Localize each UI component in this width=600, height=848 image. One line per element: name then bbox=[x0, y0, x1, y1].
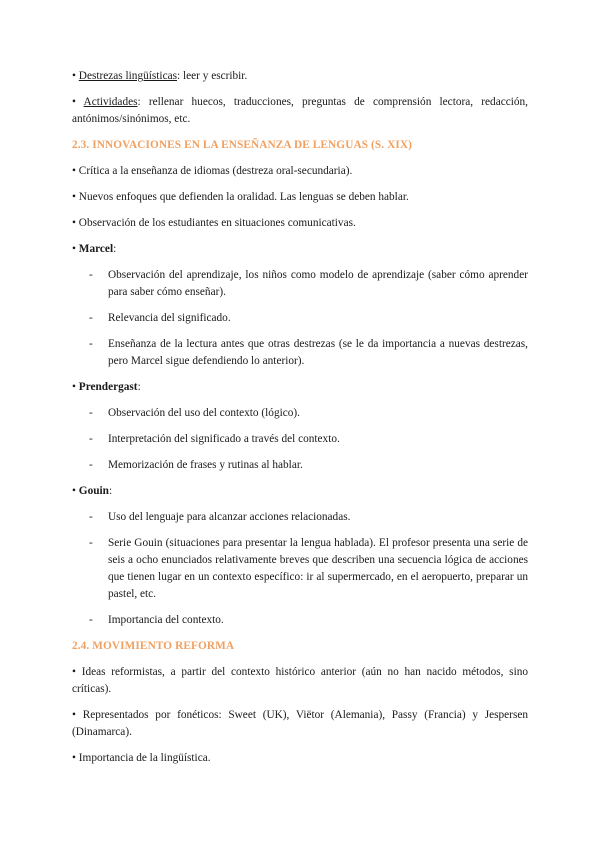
bullet-text: Nuevos enfoques que defienden la oralidad. Las lenguas se deben hablar. bbox=[78, 191, 409, 203]
bullet-observacion bbox=[72, 215, 528, 232]
author-gouin bbox=[72, 483, 528, 500]
colon: : bbox=[137, 381, 141, 393]
list-item: - Importancia del contexto. bbox=[72, 612, 528, 629]
bullet-glyph: • bbox=[72, 485, 76, 497]
bullet-glyph: • bbox=[72, 217, 76, 229]
list-item: - Enseñanza de la lectura antes que otras destrezas (se le da importancia a nuevas destrezas, pero Marcel sigue defendiendo lo anterior). bbox=[72, 336, 528, 370]
document-page bbox=[72, 68, 528, 776]
section-heading-2-3: 2.3. INNOVACIONES EN LA ENSEÑANZA DE LENGUAS (S. XIX) bbox=[72, 139, 412, 151]
destrezas-label: Destrezas lingüísticas bbox=[78, 70, 177, 82]
colon: : bbox=[108, 485, 113, 497]
bullet-glyph: • bbox=[72, 191, 76, 203]
prendergast-list bbox=[72, 405, 528, 474]
bullet-ideas bbox=[72, 664, 528, 698]
bullet-critica bbox=[72, 163, 528, 180]
list-item: - Observación del uso del contexto (lógico). bbox=[72, 405, 528, 422]
list-item: - Memorización de frases y rutinas al hablar. bbox=[72, 457, 528, 474]
list-item: - Interpretación del significado a través del contexto. bbox=[72, 431, 528, 448]
bullet-glyph: • bbox=[72, 165, 76, 177]
bullet-glyph: • bbox=[72, 666, 76, 678]
bullet-glyph: • bbox=[72, 96, 76, 108]
colon: : bbox=[113, 243, 117, 255]
list-item: - Uso del lenguaje para alcanzar acciones relacionadas. bbox=[72, 509, 528, 526]
actividades-label: Actividades bbox=[83, 96, 138, 108]
bullet-text: Importancia de la lingüística. bbox=[78, 752, 211, 764]
bullet-glyph: • bbox=[72, 381, 76, 393]
bullet-linguistica bbox=[72, 750, 528, 767]
bullet-enfoques bbox=[72, 189, 528, 206]
bullet-text: Crítica a la enseñanza de idiomas (destreza oral-secundaria). bbox=[78, 165, 353, 177]
actividades-text: : rellenar huecos, traducciones, preguntas de comprensión lectora, redacción, antónimos/sinónimos, etc. bbox=[72, 96, 529, 125]
bullet-text: Ideas reformistas, a partir del contexto histórico anterior (aún no han nacido métodos, sino críticas). bbox=[72, 666, 528, 695]
gouin-list bbox=[72, 509, 528, 629]
destrezas-text: : leer y escribir. bbox=[177, 70, 248, 82]
author-name: Marcel bbox=[78, 243, 114, 255]
author-prendergast bbox=[72, 379, 528, 396]
author-name: Prendergast bbox=[78, 381, 138, 393]
author-marcel bbox=[72, 241, 528, 258]
list-item: - Serie Gouin (situaciones para presentar la lengua hablada). El profesor presenta una serie de seis a ocho enunciados relativamente breves que describen una secuencia lógica de acciones que tienen lugar en un contexto específico: ir al supermercado, en el aeropuerto, preparar un pastel, etc. bbox=[72, 535, 528, 603]
list-item: - Observación del aprendizaje, los niños como modelo de aprendizaje (saber cómo aprender para saber cómo enseñar). bbox=[72, 267, 528, 301]
author-name: Gouin bbox=[78, 485, 109, 497]
bullet-text: Observación de los estudiantes en situaciones comunicativas. bbox=[78, 217, 356, 229]
bullet-text: Representados por fonéticos: Sweet (UK), Viëtor (Alemania), Passy (Francia) y Jespersen (Dinamarca). bbox=[72, 709, 529, 738]
bullet-actividades bbox=[72, 94, 528, 128]
bullet-glyph: • bbox=[72, 70, 76, 82]
bullet-foneticos bbox=[72, 707, 528, 741]
list-item: - Relevancia del significado. bbox=[72, 310, 528, 327]
bullet-glyph: • bbox=[72, 709, 76, 721]
marcel-list bbox=[72, 267, 528, 370]
bullet-glyph: • bbox=[72, 752, 76, 764]
bullet-glyph: • bbox=[72, 243, 76, 255]
section-heading-2-4: 2.4. MOVIMIENTO REFORMA bbox=[72, 640, 235, 652]
bullet-destrezas bbox=[72, 68, 528, 85]
